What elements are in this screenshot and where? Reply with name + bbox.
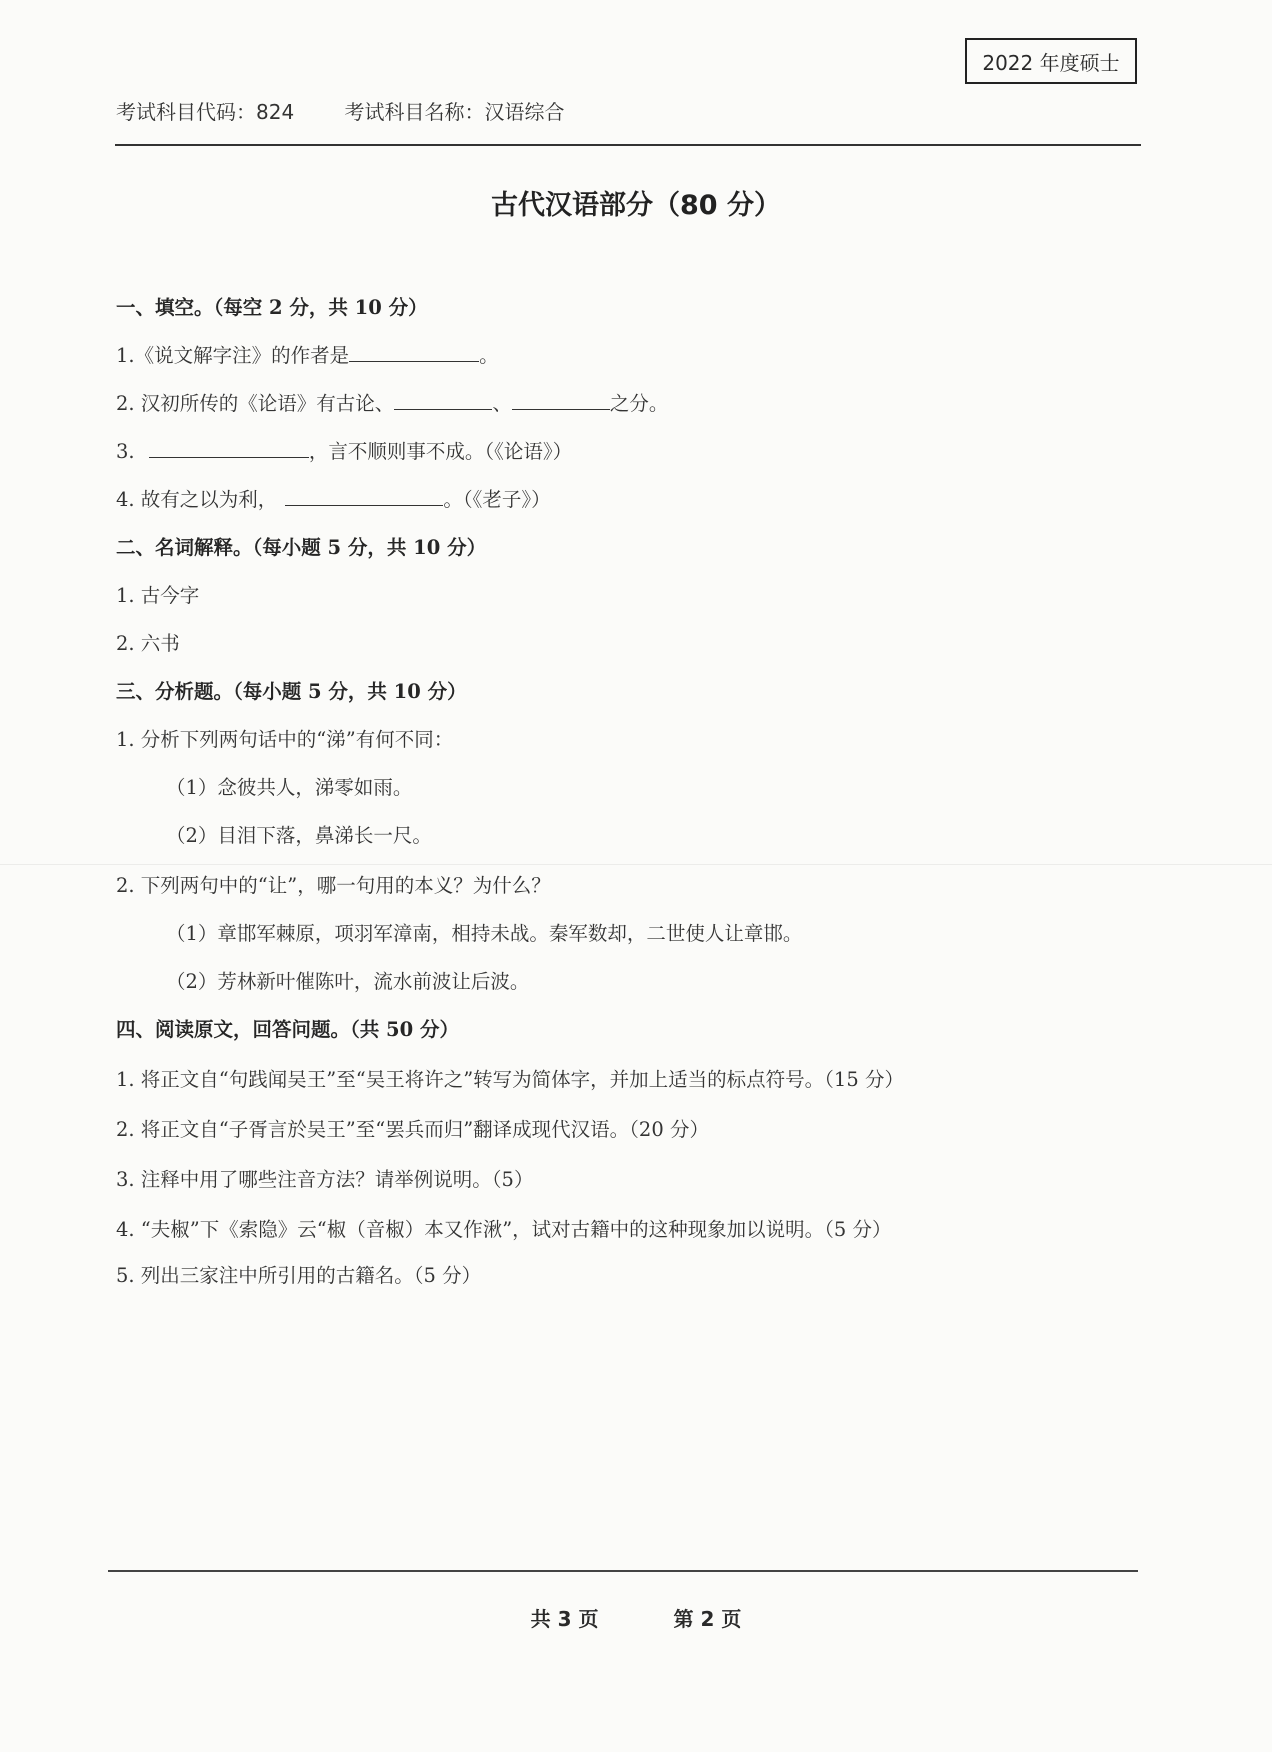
- s3-q2-item-1: （1）章邯军棘原，项羽军漳南，相持未战。秦军数却，二世使人让章邯。: [166, 922, 803, 945]
- s1-q3-end: ，言不顺则事不成。（《论语》）: [308, 440, 573, 463]
- s4-question-5: 5. 列出三家注中所引用的古籍名。（5 分）: [116, 1264, 482, 1287]
- s3-question-2: 2. 下列两句中的“让”，哪一句用的本义？为什么？: [116, 874, 551, 897]
- s4-question-1: 1. 将正文自“句践闻吴王”至“吴王将许之”转写为简体字，并加上适当的标点符号。（15 分）: [116, 1068, 904, 1091]
- section-4-heading: 四、阅读原文，回答问题。（共 50 分）: [116, 1018, 459, 1041]
- total-pages: 共 3 页: [530, 1607, 599, 1631]
- s1-q4-text: 4. 故有之以为利，: [116, 488, 278, 511]
- s1-q1-end: 。: [479, 344, 499, 367]
- section-1-heading: 一、填空。（每空 2 分，共 10 分）: [116, 296, 428, 319]
- s1-question-2: [116, 388, 668, 416]
- s1-q4-end: 。（《老子》）: [443, 488, 551, 511]
- s1-q3-start: 3.: [116, 440, 135, 463]
- subject-name: 考试科目名称：汉语综合: [344, 100, 565, 124]
- s4-question-2: 2. 将正文自“子胥言於吴王”至“罢兵而归”翻译成现代汉语。（20 分）: [116, 1118, 709, 1141]
- s1-q1-text: 1.《说文解字注》的作者是: [116, 344, 350, 367]
- s2-question-1: 1. 古今字: [116, 584, 200, 607]
- s3-q1-item-2: （2）目泪下落，鼻涕长一尺。: [166, 824, 432, 847]
- s2-question-2: 2. 六书: [116, 632, 180, 655]
- paper-fold-line: [0, 864, 1272, 865]
- s1-q2-end: 之分。: [609, 392, 669, 415]
- s1-question-4: [116, 484, 551, 512]
- s1-q2-mid: 、: [492, 392, 512, 415]
- s1-question-1: [116, 340, 499, 368]
- header-divider: [115, 144, 1141, 146]
- section-2-heading: 二、名词解释。（每小题 5 分，共 10 分）: [116, 536, 487, 559]
- s4-question-4: 4. “夫椒”下《索隐》云“椒（音椒）本又作湫”，试对古籍中的这种现象加以说明。（5 分）: [116, 1218, 892, 1241]
- section-3-heading: 三、分析题。（每小题 5 分，共 10 分）: [116, 680, 467, 703]
- answer-blank: [394, 390, 492, 411]
- page-footer: [0, 1603, 1272, 1632]
- footer-divider: [108, 1570, 1138, 1572]
- year-label-box: 2022 年度硕士: [965, 38, 1137, 84]
- answer-blank: [349, 342, 479, 363]
- subject-code: 考试科目代码：824: [116, 100, 295, 124]
- answer-blank: [512, 390, 610, 411]
- s4-question-3: 3. 注释中用了哪些注音方法？请举例说明。（5）: [116, 1168, 534, 1191]
- answer-blank: [285, 486, 443, 507]
- answer-blank: [149, 438, 309, 459]
- exam-header: [116, 96, 1136, 125]
- s3-question-1: 1. 分析下列两句话中的“涕”有何不同：: [116, 728, 454, 751]
- s1-question-3: [116, 436, 572, 464]
- s1-q2-text: 2. 汉初所传的《论语》有古论、: [116, 392, 395, 415]
- current-page: 第 2 页: [673, 1607, 742, 1631]
- s3-q2-item-2: （2）芳林新叶催陈叶，流水前波让后波。: [166, 970, 530, 993]
- s3-q1-item-1: （1）念彼共人，涕零如雨。: [166, 776, 413, 799]
- page-title: 古代汉语部分（80 分）: [491, 190, 781, 221]
